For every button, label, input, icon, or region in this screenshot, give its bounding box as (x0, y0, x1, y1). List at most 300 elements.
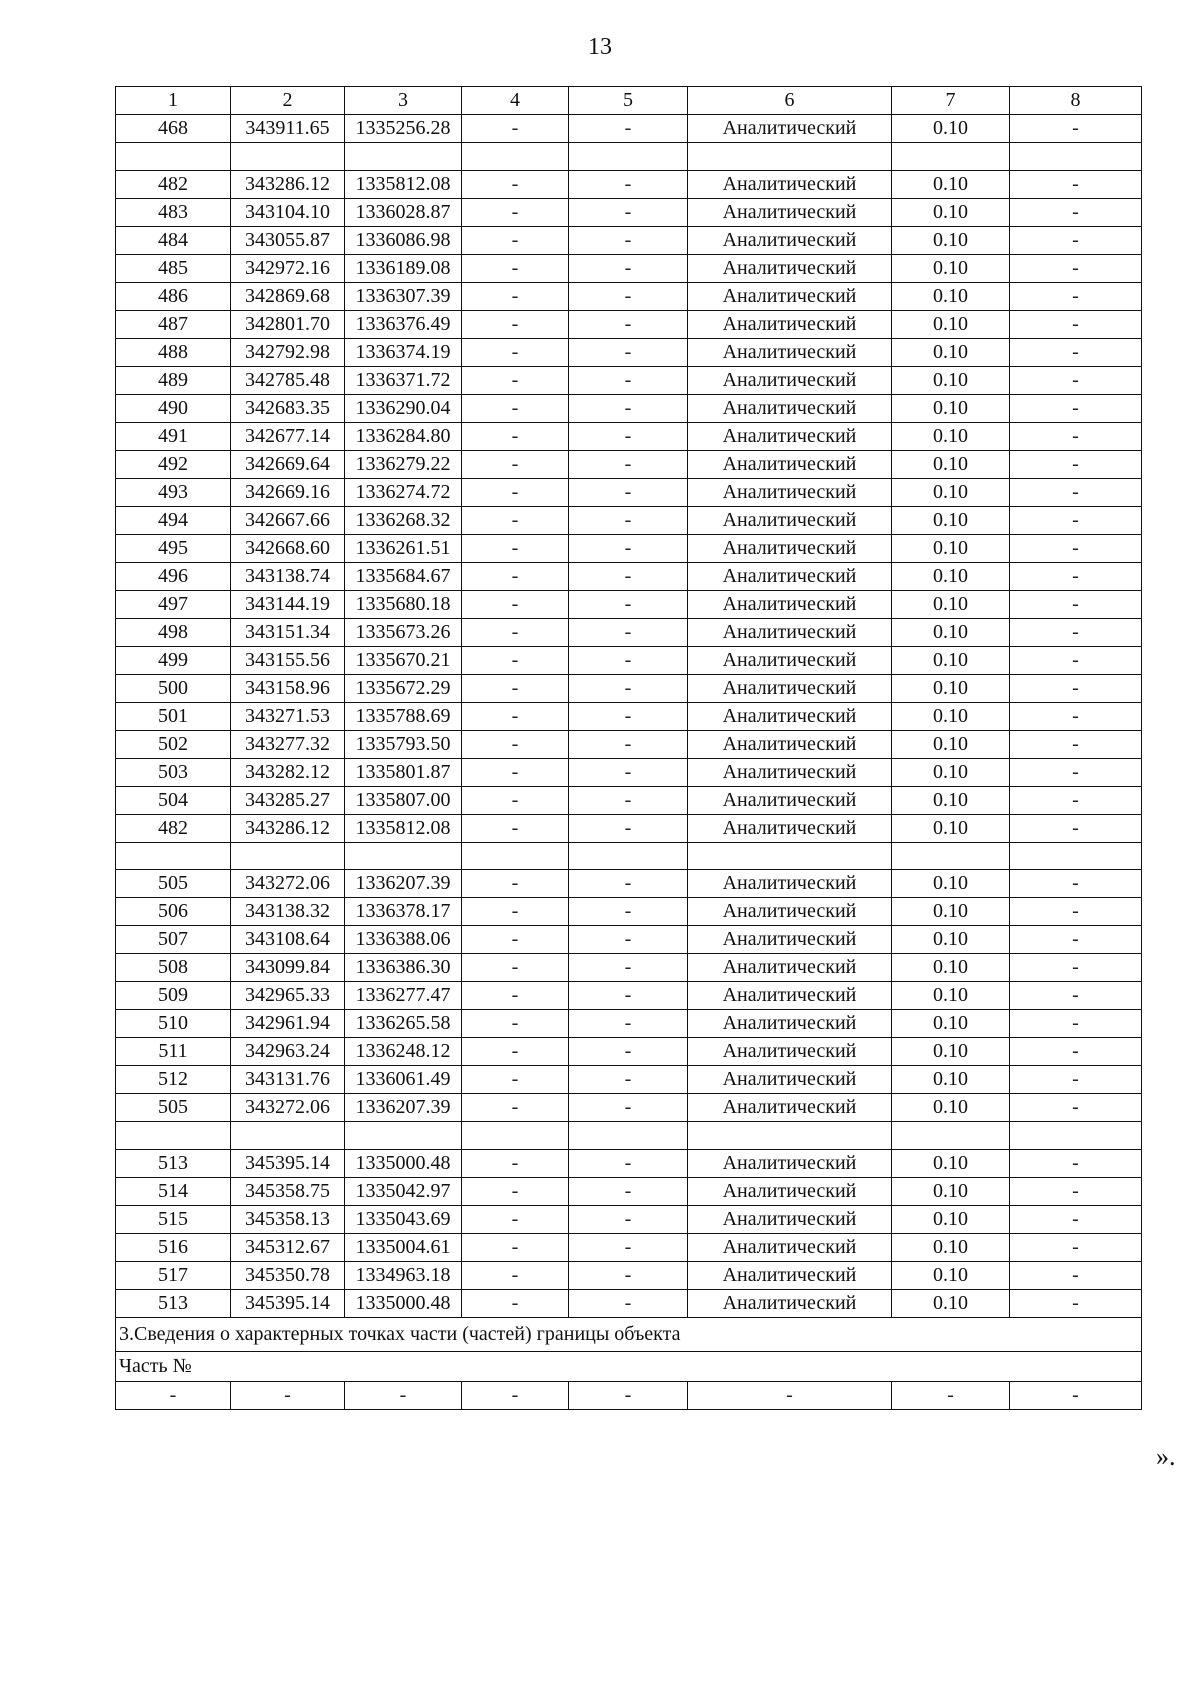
header-cell: 4 (462, 87, 569, 115)
table-cell: 343286.12 (231, 814, 345, 842)
table-row (116, 254, 1142, 282)
table-cell: 1335807.00 (345, 786, 462, 814)
table-cell: - (1010, 422, 1142, 450)
table-cell: 513 (116, 1149, 231, 1177)
table-cell: - (1010, 1038, 1142, 1066)
table-cell: 0.10 (892, 1177, 1010, 1205)
table-cell: - (1010, 254, 1142, 282)
table-cell: Аналитический (688, 1233, 892, 1261)
table-cell: 507 (116, 926, 231, 954)
table-cell: Аналитический (688, 226, 892, 254)
table-cell: - (1010, 1205, 1142, 1233)
table-cell: 1336028.87 (345, 198, 462, 226)
table-cell: 0.10 (892, 310, 1010, 338)
table-cell: 342785.48 (231, 366, 345, 394)
table-cell: - (569, 254, 688, 282)
table-row (116, 926, 1142, 954)
table-cell: - (569, 366, 688, 394)
table-row (116, 170, 1142, 198)
table-cell: Аналитический (688, 450, 892, 478)
table-cell: 1335812.08 (345, 814, 462, 842)
table-cell: Аналитический (688, 254, 892, 282)
table-cell: 1335673.26 (345, 618, 462, 646)
table-cell: 502 (116, 730, 231, 758)
table-cell (462, 143, 569, 171)
table-cell (892, 143, 1010, 171)
table-cell: 0.10 (892, 338, 1010, 366)
table-cell: - (462, 702, 569, 730)
table-cell: 493 (116, 478, 231, 506)
table-cell: Аналитический (688, 646, 892, 674)
table-row (116, 758, 1142, 786)
table-row (116, 1010, 1142, 1038)
table-cell: 0.10 (892, 702, 1010, 730)
table-cell: Аналитический (688, 1010, 892, 1038)
table-cell: 1336086.98 (345, 226, 462, 254)
table-cell: 0.10 (892, 590, 1010, 618)
table-cell: - (462, 898, 569, 926)
table-cell: - (569, 590, 688, 618)
table-row (116, 982, 1142, 1010)
table-cell: - (569, 562, 688, 590)
table-cell: - (1010, 1010, 1142, 1038)
table-cell: 0.10 (892, 786, 1010, 814)
header-cell: 7 (892, 87, 1010, 115)
table-cell: - (462, 1149, 569, 1177)
blank-separator-row (116, 842, 1142, 870)
table-cell: 343151.34 (231, 618, 345, 646)
table-row (116, 310, 1142, 338)
table-cell: 487 (116, 310, 231, 338)
table-cell: - (1010, 170, 1142, 198)
table-cell: - (569, 730, 688, 758)
table-cell: - (462, 1038, 569, 1066)
table-cell: 0.10 (892, 814, 1010, 842)
table-cell (688, 143, 892, 171)
table-cell: - (569, 394, 688, 422)
table-row (116, 338, 1142, 366)
table-cell: Аналитический (688, 814, 892, 842)
table-cell: 1335004.61 (345, 1233, 462, 1261)
table-cell: Аналитический (688, 702, 892, 730)
table-cell: - (569, 1381, 688, 1409)
table-cell (569, 143, 688, 171)
table-cell: - (569, 814, 688, 842)
table-cell: 1335256.28 (345, 115, 462, 143)
table-cell: - (462, 310, 569, 338)
table-cell (569, 1122, 688, 1150)
table-cell (231, 842, 345, 870)
table-cell: 0.10 (892, 254, 1010, 282)
table-row (116, 646, 1142, 674)
table-row (116, 394, 1142, 422)
table-cell: Аналитический (688, 394, 892, 422)
table-row (116, 1261, 1142, 1289)
table-cell: 342669.64 (231, 450, 345, 478)
table-cell: - (1010, 870, 1142, 898)
table-cell: 1336386.30 (345, 954, 462, 982)
table-cell: - (1010, 338, 1142, 366)
table-cell: 483 (116, 198, 231, 226)
table-cell: - (462, 394, 569, 422)
table-cell: - (462, 1233, 569, 1261)
table-cell: Аналитический (688, 1094, 892, 1122)
table-cell: - (462, 926, 569, 954)
table-cell: 495 (116, 534, 231, 562)
table-cell: 1334963.18 (345, 1261, 462, 1289)
table-row (116, 534, 1142, 562)
table-cell: 1336388.06 (345, 926, 462, 954)
table-row (116, 786, 1142, 814)
table-cell: 0.10 (892, 1289, 1010, 1317)
table-cell: Аналитический (688, 786, 892, 814)
table-cell: - (569, 982, 688, 1010)
table-cell: 343099.84 (231, 954, 345, 982)
table-cell: 0.10 (892, 1010, 1010, 1038)
part-label-row (116, 1351, 1142, 1381)
table-cell: 488 (116, 338, 231, 366)
table-cell: - (569, 870, 688, 898)
table-cell: 0.10 (892, 1233, 1010, 1261)
table-cell: - (462, 982, 569, 1010)
table-cell: 517 (116, 1261, 231, 1289)
table-cell: 0.10 (892, 394, 1010, 422)
table-cell (116, 842, 231, 870)
table-cell (688, 842, 892, 870)
table-cell: 1336207.39 (345, 870, 462, 898)
table-cell: 505 (116, 1094, 231, 1122)
table-cell: 343272.06 (231, 870, 345, 898)
table-cell: - (569, 758, 688, 786)
table-cell: - (569, 310, 688, 338)
table-cell: 0.10 (892, 1066, 1010, 1094)
table-cell: - (462, 1289, 569, 1317)
table-cell: - (462, 1381, 569, 1409)
blank-separator-row (116, 143, 1142, 171)
table-body (116, 87, 1142, 1410)
table-cell: 1336277.47 (345, 982, 462, 1010)
table-cell: - (1010, 758, 1142, 786)
table-cell: 343138.32 (231, 898, 345, 926)
table-cell: 1336265.58 (345, 1010, 462, 1038)
table-cell: 0.10 (892, 926, 1010, 954)
table-cell: - (569, 702, 688, 730)
table-cell: 1335680.18 (345, 590, 462, 618)
table-cell: Аналитический (688, 1177, 892, 1205)
table-cell: 0.10 (892, 758, 1010, 786)
table-cell: 1336307.39 (345, 282, 462, 310)
table-cell: Аналитический (688, 1289, 892, 1317)
table-cell: - (569, 338, 688, 366)
table-cell: 1336374.19 (345, 338, 462, 366)
table-cell: - (892, 1381, 1010, 1409)
table-cell: 345358.13 (231, 1205, 345, 1233)
table-cell: - (569, 618, 688, 646)
table-cell: - (462, 170, 569, 198)
table-cell: Аналитический (688, 1066, 892, 1094)
table-cell: 343911.65 (231, 115, 345, 143)
table-cell: 1335000.48 (345, 1289, 462, 1317)
table-cell: 486 (116, 282, 231, 310)
table-cell: 0.10 (892, 618, 1010, 646)
table-cell: - (1010, 1094, 1142, 1122)
table-cell: - (1010, 562, 1142, 590)
table-row (116, 198, 1142, 226)
table-cell: 0.10 (892, 226, 1010, 254)
table-cell: 506 (116, 898, 231, 926)
table-cell: Аналитический (688, 422, 892, 450)
table-cell: 0.10 (892, 450, 1010, 478)
table-cell: 491 (116, 422, 231, 450)
table-cell: - (462, 786, 569, 814)
table-row (116, 702, 1142, 730)
table-cell: - (569, 954, 688, 982)
table-cell: Аналитический (688, 618, 892, 646)
table-cell: - (569, 422, 688, 450)
table-cell (1010, 143, 1142, 171)
table-cell: Аналитический (688, 198, 892, 226)
table-cell: 1335043.69 (345, 1205, 462, 1233)
table-cell: - (462, 198, 569, 226)
table-cell: 508 (116, 954, 231, 982)
table-cell: 511 (116, 1038, 231, 1066)
header-cell: 3 (345, 87, 462, 115)
table-cell: Аналитический (688, 730, 892, 758)
table-row (116, 422, 1142, 450)
table-cell: 345358.75 (231, 1177, 345, 1205)
table-cell: 345395.14 (231, 1149, 345, 1177)
table-cell: Аналитический (688, 506, 892, 534)
table-cell: 0.10 (892, 646, 1010, 674)
table-cell: 482 (116, 170, 231, 198)
table-cell: - (462, 115, 569, 143)
table-cell: 468 (116, 115, 231, 143)
table-row (116, 898, 1142, 926)
table-cell: - (1010, 674, 1142, 702)
table-cell: - (462, 954, 569, 982)
table-row (116, 618, 1142, 646)
table-cell: Аналитический (688, 534, 892, 562)
table-cell (345, 1122, 462, 1150)
table-cell (462, 1122, 569, 1150)
table-cell: - (569, 1233, 688, 1261)
table-cell: 1336274.72 (345, 478, 462, 506)
table-cell: 1335000.48 (345, 1149, 462, 1177)
table-cell (231, 1122, 345, 1150)
table-cell: 482 (116, 814, 231, 842)
table-cell: 342972.16 (231, 254, 345, 282)
table-cell (892, 842, 1010, 870)
table-cell: - (462, 338, 569, 366)
table-row (116, 870, 1142, 898)
table-cell: - (1010, 982, 1142, 1010)
table-cell: - (1010, 1233, 1142, 1261)
table-cell: Аналитический (688, 758, 892, 786)
table-cell: - (462, 1010, 569, 1038)
table-cell: 0.10 (892, 198, 1010, 226)
table-cell: - (569, 170, 688, 198)
table-cell: - (569, 506, 688, 534)
table-cell: - (462, 366, 569, 394)
table-cell: Аналитический (688, 170, 892, 198)
table-row (116, 282, 1142, 310)
table-cell: 509 (116, 982, 231, 1010)
table-cell: - (462, 254, 569, 282)
table-cell: - (462, 758, 569, 786)
table-cell: 513 (116, 1289, 231, 1317)
table-cell: 0.10 (892, 954, 1010, 982)
table-cell: Аналитический (688, 338, 892, 366)
table-cell: - (462, 506, 569, 534)
table-row (116, 954, 1142, 982)
table-cell: 1336268.32 (345, 506, 462, 534)
table-cell: - (116, 1381, 231, 1409)
table-cell: Аналитический (688, 562, 892, 590)
table-cell: - (569, 1066, 688, 1094)
table-cell: - (1010, 786, 1142, 814)
table-cell: - (462, 674, 569, 702)
header-cell: 5 (569, 87, 688, 115)
table-cell: 1336290.04 (345, 394, 462, 422)
table-cell: - (569, 115, 688, 143)
table-cell: 0.10 (892, 1094, 1010, 1122)
table-cell: 0.10 (892, 506, 1010, 534)
table-cell: 512 (116, 1066, 231, 1094)
table-cell: - (1010, 1381, 1142, 1409)
table-cell: - (688, 1381, 892, 1409)
table-cell: - (462, 618, 569, 646)
table-cell: 510 (116, 1010, 231, 1038)
table-cell: 0.10 (892, 422, 1010, 450)
table-cell: - (569, 898, 688, 926)
table-cell: Аналитический (688, 366, 892, 394)
table-cell: Аналитический (688, 674, 892, 702)
table-cell: 492 (116, 450, 231, 478)
table-cell: 0.10 (892, 674, 1010, 702)
table-cell: 345395.14 (231, 1289, 345, 1317)
table-row (116, 1177, 1142, 1205)
table-cell: 499 (116, 646, 231, 674)
table-row (116, 730, 1142, 758)
closing-quote: ». (1156, 1442, 1176, 1471)
table-cell: - (1010, 1149, 1142, 1177)
table-cell: 503 (116, 758, 231, 786)
table-cell: - (569, 786, 688, 814)
table-cell: - (1010, 646, 1142, 674)
table-cell: 0.10 (892, 1038, 1010, 1066)
table-cell: - (1010, 814, 1142, 842)
table-cell: - (1010, 450, 1142, 478)
table-cell: - (462, 870, 569, 898)
table-cell (1010, 1122, 1142, 1150)
table-cell: 343277.32 (231, 730, 345, 758)
table-cell: 343055.87 (231, 226, 345, 254)
part-label: Часть № (116, 1351, 1142, 1381)
table-cell: - (1010, 1066, 1142, 1094)
table-cell: - (1010, 506, 1142, 534)
table-cell: - (462, 1205, 569, 1233)
table-cell: 342801.70 (231, 310, 345, 338)
table-cell: 490 (116, 394, 231, 422)
table-cell: Аналитический (688, 898, 892, 926)
table-cell: 1335672.29 (345, 674, 462, 702)
table-row (116, 1233, 1142, 1261)
table-cell: 343158.96 (231, 674, 345, 702)
table-cell: Аналитический (688, 282, 892, 310)
table-cell: - (569, 1010, 688, 1038)
table-row (116, 506, 1142, 534)
table-cell (892, 1122, 1010, 1150)
table-cell: - (462, 478, 569, 506)
table-cell: 514 (116, 1177, 231, 1205)
table-cell: - (462, 422, 569, 450)
table-cell: 1336261.51 (345, 534, 462, 562)
table-row (116, 115, 1142, 143)
table-cell: Аналитический (688, 310, 892, 338)
table-cell: 504 (116, 786, 231, 814)
table-cell: - (462, 534, 569, 562)
table-cell: - (462, 646, 569, 674)
table-cell: - (462, 814, 569, 842)
table-cell: 343131.76 (231, 1066, 345, 1094)
table-cell (462, 842, 569, 870)
section-title-row (116, 1317, 1142, 1351)
table-cell: - (1010, 926, 1142, 954)
table-cell: Аналитический (688, 590, 892, 618)
table-cell: Аналитический (688, 870, 892, 898)
table-cell: - (1010, 954, 1142, 982)
table-cell: 342963.24 (231, 1038, 345, 1066)
blank-separator-row (116, 1122, 1142, 1150)
table-cell: Аналитический (688, 1261, 892, 1289)
table-cell: - (1010, 198, 1142, 226)
table-row (116, 674, 1142, 702)
table-cell: 0.10 (892, 282, 1010, 310)
table-cell: 1336248.12 (345, 1038, 462, 1066)
table-cell: - (569, 1094, 688, 1122)
table-cell: - (462, 1066, 569, 1094)
header-cell: 2 (231, 87, 345, 115)
table-cell: - (231, 1381, 345, 1409)
table-cell: Аналитический (688, 926, 892, 954)
table-cell: Аналитический (688, 1149, 892, 1177)
table-cell: Аналитический (688, 954, 892, 982)
table-cell: 342669.16 (231, 478, 345, 506)
table-cell (688, 1122, 892, 1150)
table-cell: 343138.74 (231, 562, 345, 590)
header-cell: 8 (1010, 87, 1142, 115)
table-row (116, 226, 1142, 254)
table-row (116, 562, 1142, 590)
table-cell: - (1010, 1177, 1142, 1205)
table-cell: 515 (116, 1205, 231, 1233)
table-cell: 500 (116, 674, 231, 702)
table-cell: 343282.12 (231, 758, 345, 786)
table-cell: - (569, 450, 688, 478)
table-cell: - (569, 282, 688, 310)
table-cell: - (1010, 478, 1142, 506)
table-row (116, 590, 1142, 618)
table-cell (569, 842, 688, 870)
table-cell: 0.10 (892, 982, 1010, 1010)
table-cell: 1335684.67 (345, 562, 462, 590)
table-cell: 489 (116, 366, 231, 394)
table-cell: - (569, 478, 688, 506)
table-row (116, 1038, 1142, 1066)
table-cell: 494 (116, 506, 231, 534)
table-cell (116, 143, 231, 171)
table-cell: - (569, 1038, 688, 1066)
